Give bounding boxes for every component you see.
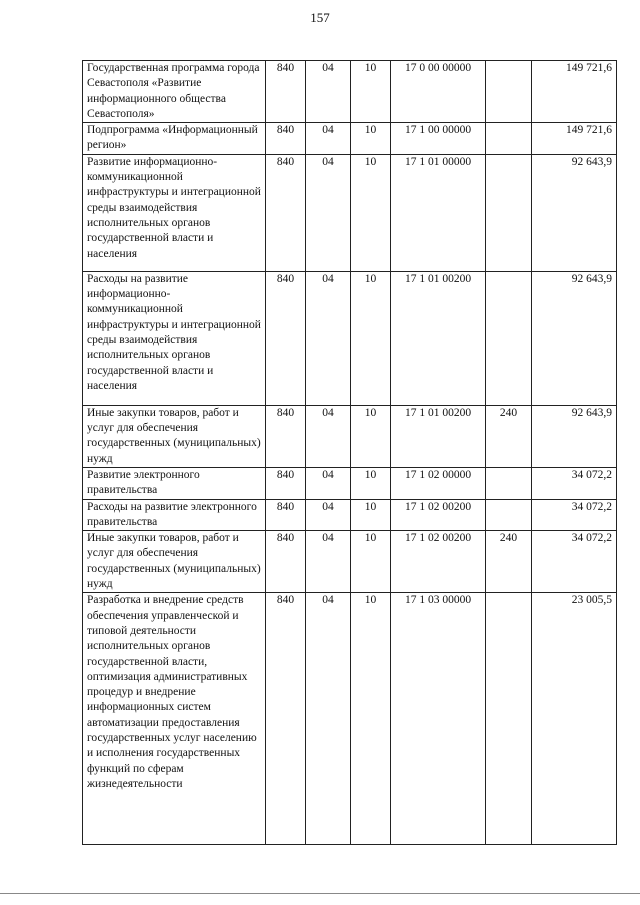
table-row <box>83 154 617 271</box>
table-row <box>83 467 617 499</box>
subsection-code: 10 <box>351 123 391 155</box>
expense-type-code <box>486 154 532 271</box>
page-bottom-edge <box>0 893 640 894</box>
section-code: 04 <box>306 405 351 467</box>
section-code: 04 <box>306 593 351 845</box>
amount: 34 072,2 <box>532 531 617 593</box>
target-code: 17 0 00 00000 <box>391 61 486 123</box>
page-number: 157 <box>310 10 330 25</box>
table-row <box>83 499 617 531</box>
row-name: Иные закупки товаров, работ и услуг для обеспечения государственных (муниципальных) нужд <box>83 531 266 593</box>
row-name: Подпрограмма «Информационный регион» <box>83 123 266 155</box>
subsection-code: 10 <box>351 593 391 845</box>
row-name: Разработка и внедрение средств обеспечения управленческой и типовой деятельности исполнительных органов государственной власти, оптимизация административных процедур и внедрение информационных систем автоматизации предоставления государственных услуг населению и исполнения государственных функций по сферам жизнедеятельности <box>83 593 266 845</box>
table-row <box>83 593 617 845</box>
amount: 92 643,9 <box>532 154 617 271</box>
ministry-code: 840 <box>266 123 306 155</box>
target-code: 17 1 02 00200 <box>391 531 486 593</box>
row-name: Расходы на развитие электронного правительства <box>83 499 266 531</box>
ministry-code: 840 <box>266 499 306 531</box>
subsection-code: 10 <box>351 499 391 531</box>
expense-type-code: 240 <box>486 405 532 467</box>
amount: 34 072,2 <box>532 499 617 531</box>
row-name: Государственная программа города Севастополя «Развитие информационного общества Севастополя» <box>83 61 266 123</box>
section-code: 04 <box>306 123 351 155</box>
amount: 92 643,9 <box>532 405 617 467</box>
ministry-code: 840 <box>266 405 306 467</box>
table-row <box>83 123 617 155</box>
subsection-code: 10 <box>351 154 391 271</box>
ministry-code: 840 <box>266 154 306 271</box>
table-row <box>83 271 617 405</box>
subsection-code: 10 <box>351 531 391 593</box>
expense-type-code <box>486 123 532 155</box>
expense-type-code <box>486 271 532 405</box>
expense-type-code: 240 <box>486 531 532 593</box>
target-code: 17 1 01 00200 <box>391 271 486 405</box>
row-name: Иные закупки товаров, работ и услуг для обеспечения государственных (муниципальных) нужд <box>83 405 266 467</box>
table-row <box>83 405 617 467</box>
target-code: 17 1 03 00000 <box>391 593 486 845</box>
target-code: 17 1 02 00200 <box>391 499 486 531</box>
ministry-code: 840 <box>266 271 306 405</box>
subsection-code: 10 <box>351 467 391 499</box>
table-row <box>83 61 617 123</box>
expense-type-code <box>486 593 532 845</box>
budget-table <box>82 60 617 845</box>
section-code: 04 <box>306 61 351 123</box>
amount: 23 005,5 <box>532 593 617 845</box>
target-code: 17 1 01 00000 <box>391 154 486 271</box>
ministry-code: 840 <box>266 61 306 123</box>
section-code: 04 <box>306 271 351 405</box>
target-code: 17 1 00 00000 <box>391 123 486 155</box>
row-name: Расходы на развитие информационно-коммуникационной инфраструктуры и интеграционной среды взаимодействия исполнительных органов государственной власти и населения <box>83 271 266 405</box>
amount: 149 721,6 <box>532 123 617 155</box>
subsection-code: 10 <box>351 61 391 123</box>
expense-type-code <box>486 61 532 123</box>
amount: 92 643,9 <box>532 271 617 405</box>
subsection-code: 10 <box>351 405 391 467</box>
row-name: Развитие электронного правительства <box>83 467 266 499</box>
table-row <box>83 531 617 593</box>
target-code: 17 1 02 00000 <box>391 467 486 499</box>
subsection-code: 10 <box>351 271 391 405</box>
expense-type-code <box>486 499 532 531</box>
section-code: 04 <box>306 531 351 593</box>
section-code: 04 <box>306 499 351 531</box>
ministry-code: 840 <box>266 531 306 593</box>
amount: 34 072,2 <box>532 467 617 499</box>
row-name: Развитие информационно-коммуникационной инфраструктуры и интеграционной среды взаимодействия исполнительных органов государственной власти и населения <box>83 154 266 271</box>
section-code: 04 <box>306 154 351 271</box>
ministry-code: 840 <box>266 467 306 499</box>
section-code: 04 <box>306 467 351 499</box>
expense-type-code <box>486 467 532 499</box>
target-code: 17 1 01 00200 <box>391 405 486 467</box>
ministry-code: 840 <box>266 593 306 845</box>
amount: 149 721,6 <box>532 61 617 123</box>
